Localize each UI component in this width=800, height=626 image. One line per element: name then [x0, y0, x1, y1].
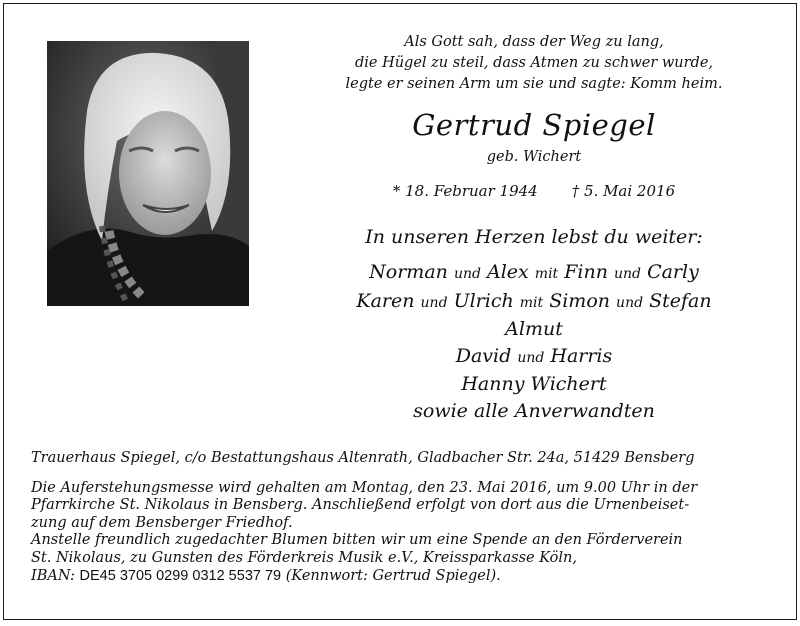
iban-number: DE45 3705 0299 0312 5537 79 — [79, 567, 282, 584]
notice-line: Pfarrkirche St. Nikolaus in Bensberg. Anschließend erfolgt von dort aus die Urnenbeiset- — [31, 497, 690, 514]
birth-date: * 18. Februar 1944 — [392, 182, 538, 200]
mourner-name: Ulrich — [453, 289, 514, 312]
deceased-name: Gertrud Spiegel — [412, 108, 656, 142]
obituary-notice — [3, 3, 797, 620]
poem — [296, 32, 772, 95]
mourner-line — [296, 288, 772, 317]
mourner-line — [296, 316, 772, 343]
mourner-name: Norman — [369, 261, 448, 283]
mourner-name: sowie alle Anverwandten — [413, 399, 655, 422]
life-dates — [296, 181, 772, 201]
poem-line: legte er seinen Arm um sie und sagte: Komm heim. — [345, 76, 723, 92]
mourner-name: Hanny Wichert — [461, 373, 607, 395]
notice-line: zung auf dem Bensberger Friedhof. — [31, 514, 293, 531]
mourners-intro: In unseren Herzen lebst du weiter: — [365, 226, 703, 248]
mourner-name: Carly — [647, 261, 699, 283]
iban-label: IBAN: — [31, 567, 75, 584]
mourner-line — [296, 343, 772, 372]
connector: und — [616, 294, 644, 311]
mourner-name: Simon — [549, 289, 610, 312]
mourner-name: Alex — [486, 261, 529, 283]
notice-line: Anstelle freundlich zugedachter Blumen bitten wir um eine Spende an den Förderverein — [31, 532, 683, 549]
mourner-name: Almut — [505, 318, 563, 340]
portrait-photo — [47, 41, 249, 306]
mourning-address: Trauerhaus Spiegel, c/o Bestattungshaus Altenrath, Gladbacher Str. 24a, 51429 Bensberg — [31, 450, 695, 466]
notice-line: St. Nikolaus, zu Gunsten des Förderkreis Musik e.V., Kreissparkasse Köln, — [31, 549, 577, 566]
connector: mit — [519, 294, 544, 311]
notice-line: Die Auferstehungsmesse wird gehalten am Montag, den 23. Mai 2016, um 9.00 Uhr in der — [31, 479, 698, 496]
mourners-list — [296, 259, 772, 424]
mourner-name: Harris — [550, 344, 613, 367]
maiden-name: geb. Wichert — [486, 149, 582, 165]
iban-line — [31, 568, 779, 586]
notice-details — [31, 450, 779, 585]
iban-note: (Kennwort: Gertrud Spiegel). — [285, 567, 501, 584]
mourner-name: David — [455, 344, 512, 367]
mourner-line — [296, 371, 772, 398]
connector: und — [517, 349, 545, 366]
death-date: † 5. Mai 2016 — [571, 182, 676, 200]
mourner-line — [296, 259, 772, 288]
mourner-name: Karen — [356, 289, 415, 312]
mourner-line — [296, 398, 772, 425]
connector: und — [420, 294, 448, 311]
connector: und — [614, 266, 642, 282]
mourner-name: Stefan — [649, 289, 712, 312]
connector: mit — [534, 266, 559, 282]
notice-header — [296, 32, 772, 424]
poem-line: die Hügel zu steil, dass Atmen zu schwer wurde, — [354, 55, 714, 71]
mourner-name: Finn — [564, 261, 608, 283]
connector: und — [453, 266, 481, 282]
poem-line: Als Gott sah, dass der Weg zu lang, — [404, 34, 664, 50]
